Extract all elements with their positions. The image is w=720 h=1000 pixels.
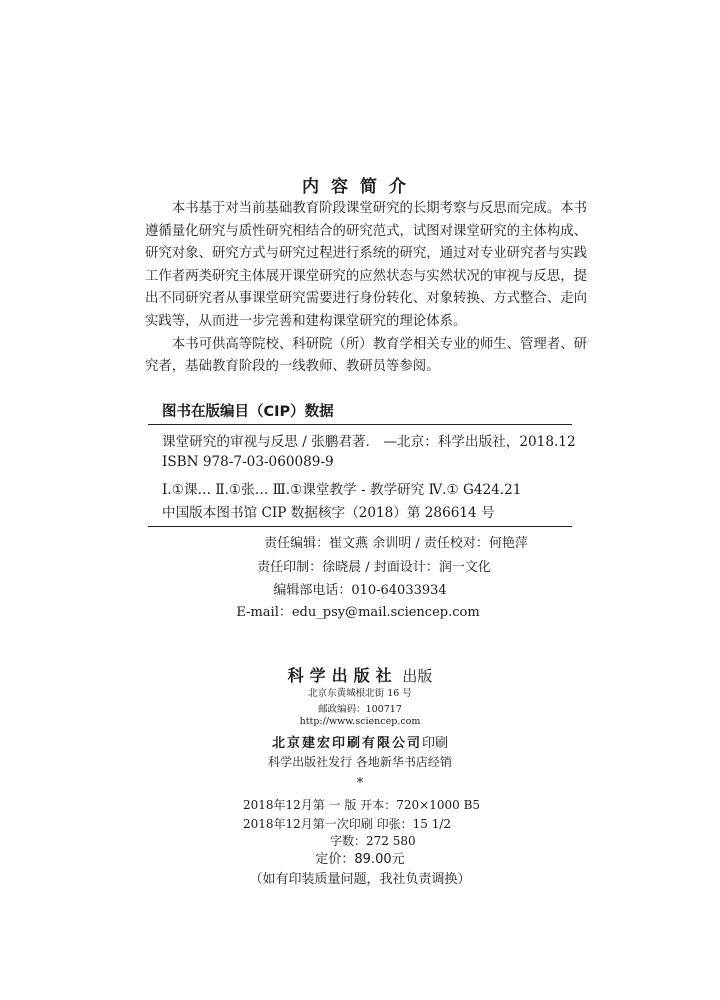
print-design-line: 责任印制：徐晓晨 / 封面设计：润一文化 bbox=[257, 560, 491, 575]
printing-line: 2018年12月第一次印刷 印张：15 1/2 bbox=[243, 817, 452, 831]
separator-star: * bbox=[356, 776, 364, 791]
printer-line bbox=[0, 732, 720, 751]
cip-bottom-rule bbox=[148, 526, 572, 527]
editorial-phone: 编辑部电话：010-64033934 bbox=[273, 583, 447, 598]
publisher-suffix: 出版 bbox=[402, 667, 433, 685]
cip-classification: Ⅰ.①课… Ⅱ.①张… Ⅲ.①课堂教学 - 教学研究 Ⅳ.① G424.21 bbox=[162, 482, 522, 498]
publisher-address: 北京东黄城根北街 16 号 bbox=[308, 688, 412, 699]
cip-title: 图书在版编目（CIP）数据 bbox=[162, 404, 334, 420]
cip-bibliographic-line: 课堂研究的审视与反思 / 张鹏君著． —北京：科学出版社，2018.12 bbox=[162, 434, 576, 450]
price: 定价：89.00元 bbox=[315, 852, 405, 867]
printer-suffix: 印刷 bbox=[422, 736, 449, 751]
summary-paragraph: 本书可供高等院校、科研院（所）教育学相关专业的师生、管理者、研究者，基础教育阶段的一线教师、教研员等参阅。 bbox=[145, 336, 587, 375]
cip-top-rule bbox=[148, 424, 572, 425]
printer-name: 北京建宏印刷有限公司 bbox=[271, 736, 422, 751]
publisher-postcode: 邮政编码：100717 bbox=[318, 704, 402, 715]
publisher-line bbox=[0, 663, 720, 686]
word-count: 字数：272 580 bbox=[330, 834, 416, 848]
summary-body bbox=[145, 198, 587, 379]
publisher-website: http://www.sciencep.com bbox=[299, 716, 421, 727]
editors-line: 责任编辑：崔文燕 余训明 / 责任校对：何艳萍 bbox=[264, 536, 528, 551]
edition-line: 2018年12月第 一 版 开本：720×1000 B5 bbox=[243, 798, 481, 812]
distribution-line: 科学出版社发行 各地新华书店经销 bbox=[268, 755, 452, 769]
quality-note: （如有印装质量问题，我社负责调换） bbox=[249, 872, 471, 887]
summary-title: 内容简介 bbox=[302, 177, 418, 197]
editorial-email: E-mail：edu_psy@mail.sciencep.com bbox=[236, 605, 480, 620]
summary-paragraph: 本书基于对当前基础教育阶段课堂研究的长期考察与反思而完成。本书遵循量化研究与质性研究相结合的研究范式，试图对课堂研究的主体构成、研究对象、研究方式与研究过程进行系统的研究，通过对专业研究者与实践工作者两类研究主体展开课堂研究的应然状态与实然状况的审视与反思，提出不同研究者从事课堂研究需要进行身份转化、对象转换、方式整合、走向实践等，从而进一步完善和建构课堂研究的理论体系。 bbox=[145, 201, 587, 329]
publisher-name: 科学出版社 bbox=[287, 666, 398, 685]
cip-isbn: ISBN 978-7-03-060089-9 bbox=[162, 454, 334, 470]
cip-record-number: 中国版本图书馆 CIP 数据核字（2018）第 286614 号 bbox=[162, 505, 495, 521]
